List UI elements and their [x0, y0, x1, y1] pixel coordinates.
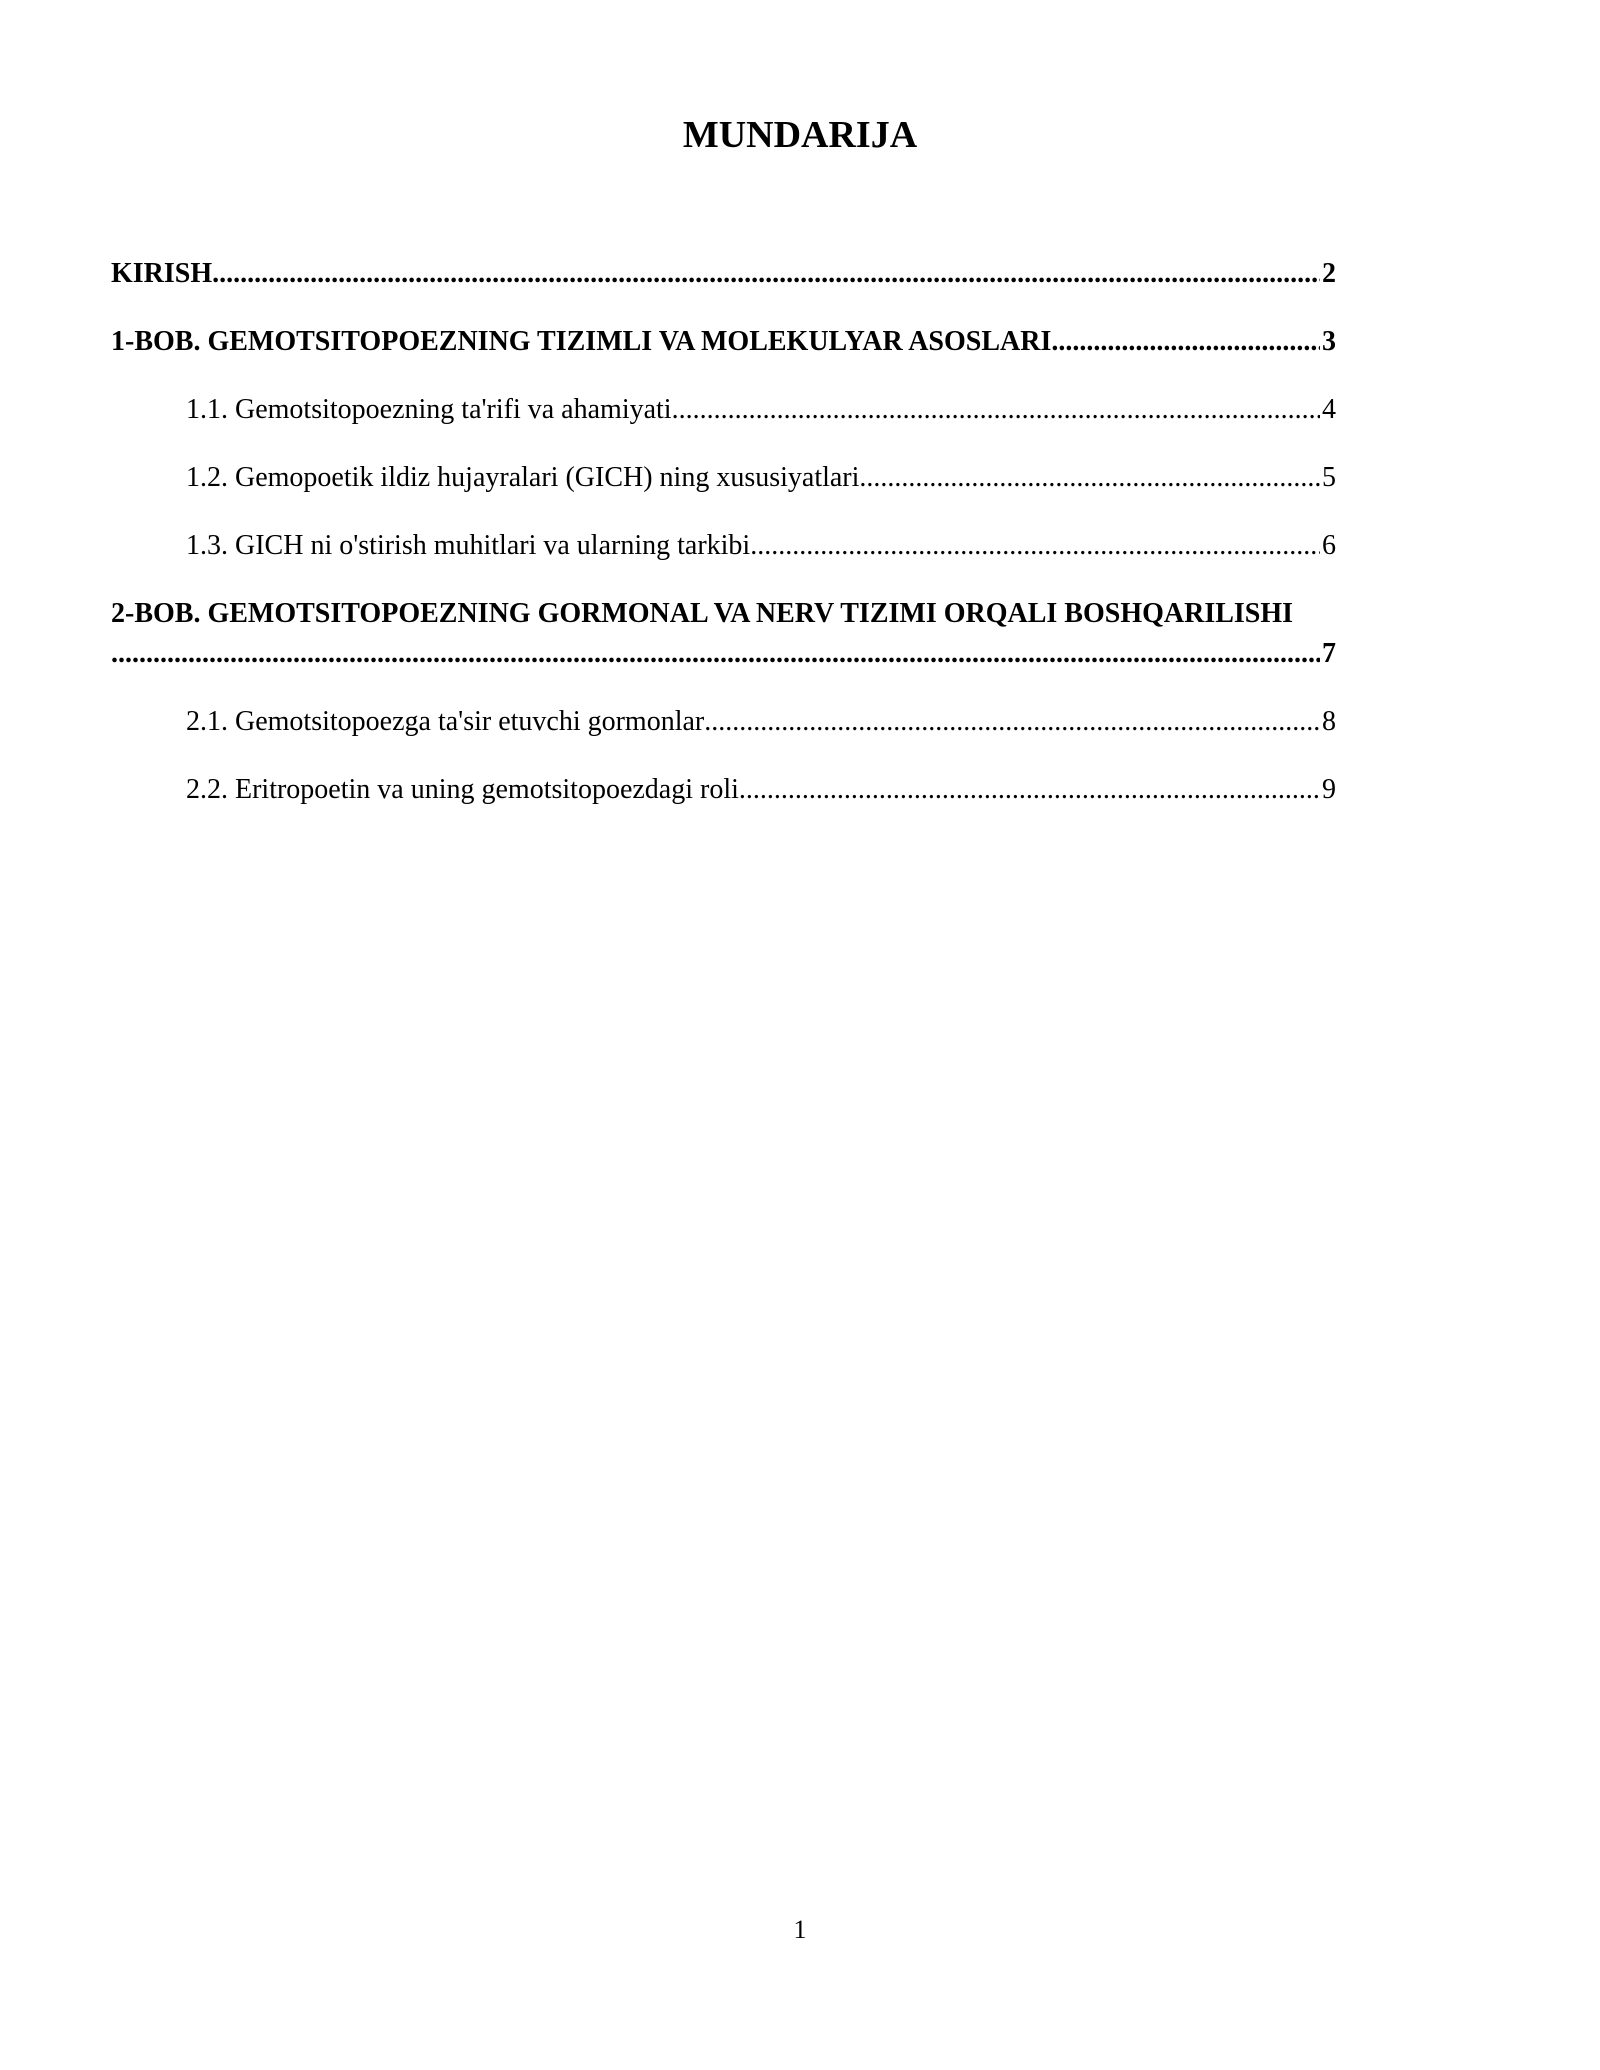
page-number: 1	[793, 1915, 807, 1944]
toc-entry-chapter-2[interactable]	[111, 594, 1336, 674]
toc-entry-section-2-1[interactable]	[186, 702, 1336, 742]
table-of-contents	[111, 254, 1336, 838]
toc-entry-label: 2.1. Gemotsitopoezga ta'sir etuvchi gormonlar	[186, 706, 705, 737]
toc-leader-dots	[212, 254, 1320, 294]
toc-entry-section-2-2[interactable]	[186, 770, 1336, 810]
toc-entry-page: 7	[1322, 638, 1336, 669]
toc-leader-dots	[672, 390, 1320, 430]
toc-leader-dots	[750, 526, 1320, 566]
toc-entry-page: 9	[1322, 774, 1336, 805]
toc-entry-page: 6	[1322, 530, 1336, 561]
toc-entry-section-1-2[interactable]	[186, 458, 1336, 498]
toc-entry-label: 1.1. Gemotsitopoezning ta'rifi va ahamiyati	[186, 394, 672, 425]
toc-leader-dots	[859, 458, 1320, 498]
toc-entry-page: 4	[1322, 394, 1336, 425]
toc-entry-kirish[interactable]	[111, 254, 1336, 294]
toc-leader-dots	[1051, 322, 1320, 362]
toc-entry-page: 8	[1322, 706, 1336, 737]
toc-entry-page: 2	[1322, 258, 1336, 289]
toc-entry-page: 5	[1322, 462, 1336, 493]
toc-entry-label: 1.2. Gemopoetik ildiz hujayralari (GICH) ning xususiyatlari	[186, 462, 860, 493]
toc-entry-label: 2-BOB. GEMOTSITOPOEZNING GORMONAL VA NERV TIZIMI ORQALI BOSHQARILISHI	[111, 598, 1294, 629]
toc-entry-section-1-3[interactable]	[186, 526, 1336, 566]
page-title: MUNDARIJA	[682, 114, 918, 156]
toc-leader-dots	[739, 770, 1320, 810]
toc-leader-dots	[704, 702, 1320, 742]
toc-leader-dots	[111, 634, 1320, 674]
toc-entry-chapter-1[interactable]	[111, 322, 1336, 362]
toc-entry-label: 2.2. Eritropoetin va uning gemotsitopoezdagi roli	[186, 774, 739, 805]
toc-entry-label: KIRISH	[111, 258, 213, 289]
toc-entry-section-1-1[interactable]	[186, 390, 1336, 430]
toc-entry-page: 3	[1322, 326, 1336, 357]
toc-entry-label: 1-BOB. GEMOTSITOPOEZNING TIZIMLI VA MOLEKULYAR ASOSLARI	[111, 326, 1052, 357]
toc-entry-label: 1.3. GICH ni o'stirish muhitlari va ularning tarkibi	[186, 530, 751, 561]
